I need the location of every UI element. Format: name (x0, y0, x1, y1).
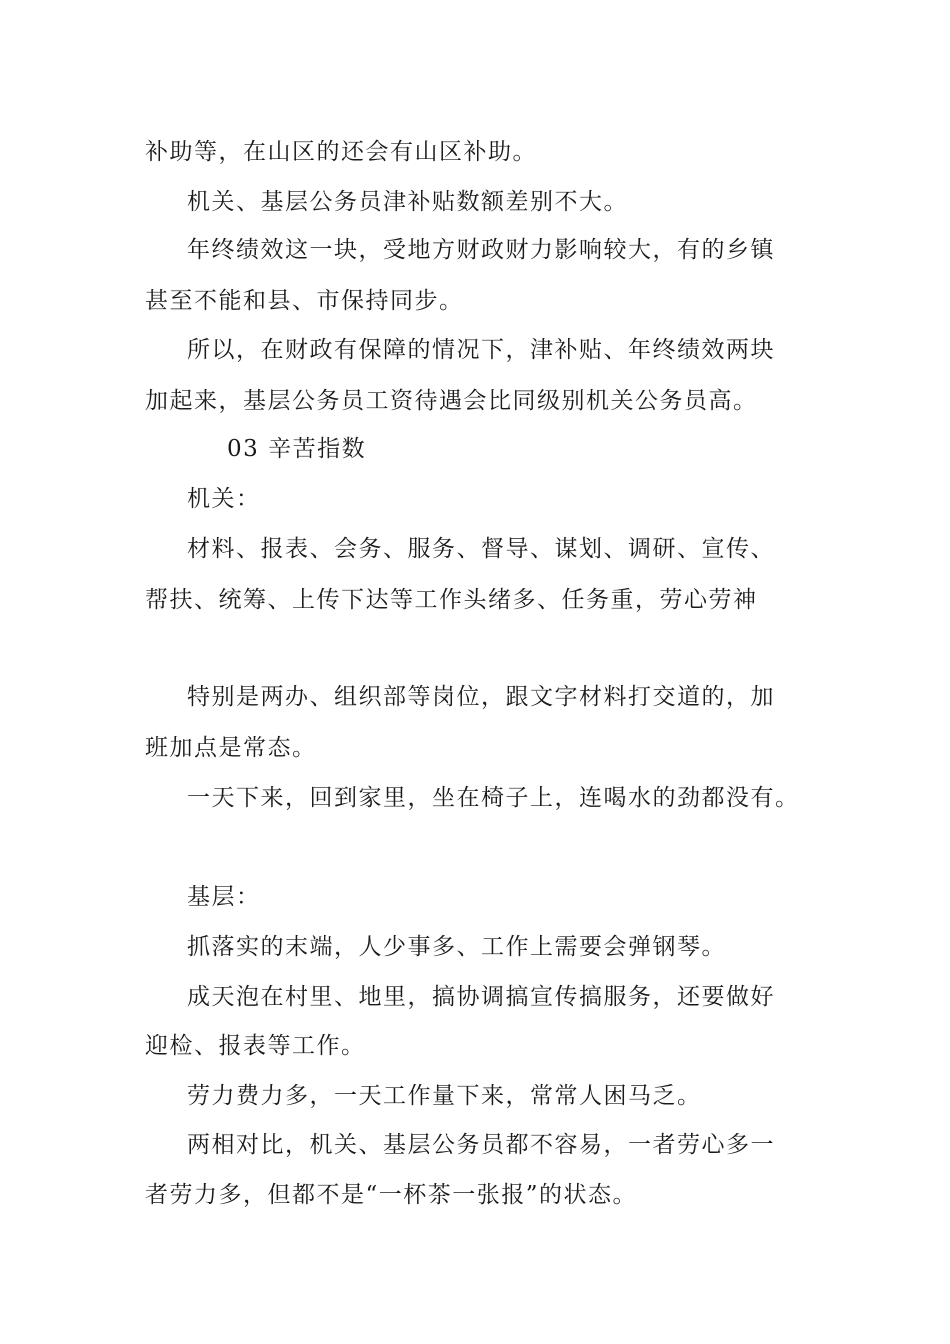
paragraph-line: 抓落实的末端，人少事多、工作上需要会弹钢琴。 (187, 934, 726, 960)
body-text-line: 班加点是常态。 (145, 735, 317, 761)
body-text-line: 补助等，在山区的还会有山区补助。 (145, 139, 537, 165)
subsection-label: 机关： (187, 486, 261, 512)
body-text-line: 帮扶、统筹、上传下达等工作头绪多、任务重，劳心劳神 (145, 587, 758, 613)
body-text-line: 者劳力多，但都不是“一杯茶一张报”的状态。 (145, 1182, 638, 1208)
body-text-line: 迎检、报表等工作。 (145, 1033, 366, 1059)
paragraph-line: 成天泡在村里、地里，搞协调搞宣传搞服务，还要做好 (187, 984, 775, 1010)
section-heading: 03 辛苦指数 (227, 436, 367, 462)
body-text-line: 甚至不能和县、市保持同步。 (145, 288, 464, 314)
paragraph-line: 机关、基层公务员津补贴数额差别不大。 (187, 189, 628, 215)
subsection-label: 基层： (187, 884, 261, 910)
paragraph-line: 两相对比，机关、基层公务员都不容易，一者劳心多一 (187, 1132, 775, 1158)
paragraph-line: 材料、报表、会务、服务、督导、谋划、调研、宣传、 (187, 536, 775, 562)
paragraph-line: 一天下来，回到家里，坐在椅子上，连喝水的劲都没有。 (187, 785, 800, 811)
paragraph-line: 所以，在财政有保障的情况下，津补贴、年终绩效两块 (187, 337, 775, 363)
paragraph-line: 劳力费力多，一天工作量下来，常常人困马乏。 (187, 1083, 702, 1109)
body-text-line: 加起来，基层公务员工资待遇会比同级别机关公务员高。 (145, 388, 758, 414)
paragraph-line: 年终绩效这一块，受地方财政财力影响较大，有的乡镇 (187, 237, 775, 263)
paragraph-line: 特别是两办、组织部等岗位，跟文字材料打交道的，加 (187, 684, 775, 710)
